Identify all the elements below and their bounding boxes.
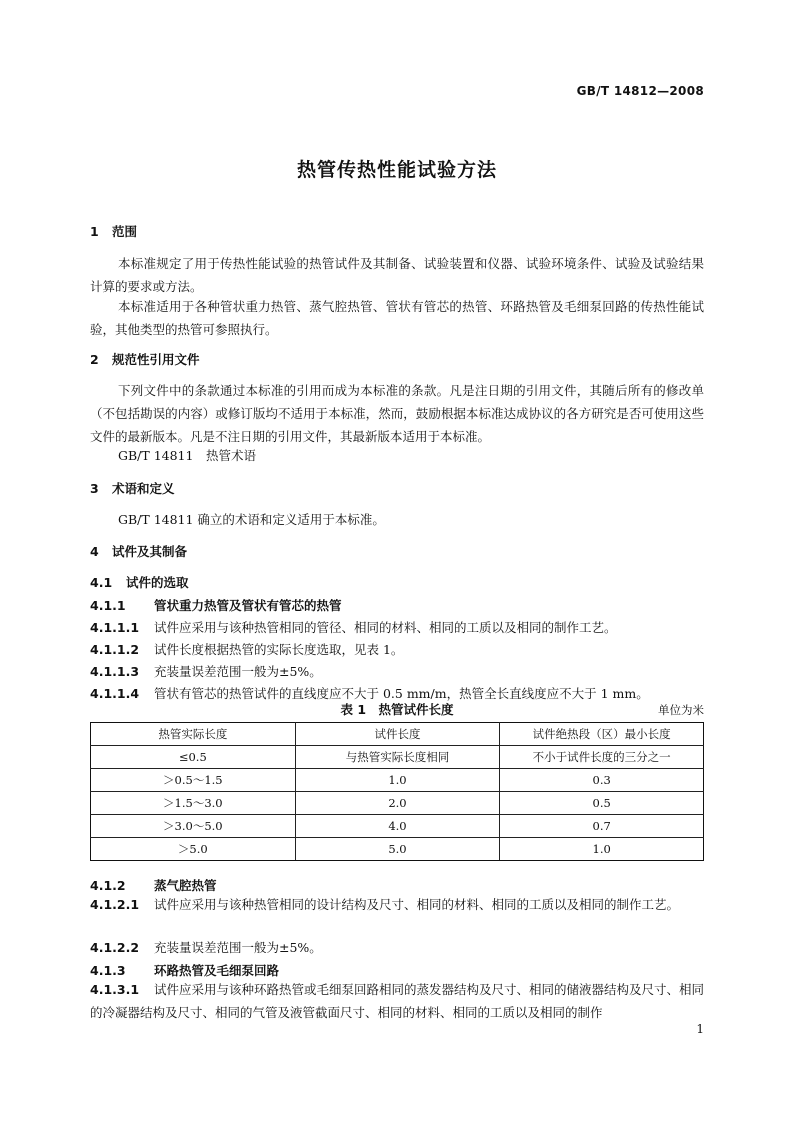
section-1-heading <box>90 222 137 240</box>
subsection-4-1-1-heading <box>90 596 342 614</box>
table-cell: 1.0 <box>295 769 500 792</box>
section-2-heading <box>90 350 200 368</box>
section-title: 管状重力热管及管状有管芯的热管 <box>154 598 342 613</box>
table-cell: 5.0 <box>295 838 500 861</box>
clause-4-1-1-1 <box>90 618 617 636</box>
document-title: 热管传热性能试验方法 <box>296 159 497 181</box>
column-header: 热管实际长度 <box>91 723 296 746</box>
table-caption: 表 1 热管试件长度 <box>340 702 454 717</box>
clause-text: 试件应采用与该种热管相同的管径、相同的材料、相同的工质以及相同的制作工艺。 <box>154 620 617 635</box>
clause-4-1-1-2 <box>90 640 403 658</box>
table-cell: 0.3 <box>500 769 704 792</box>
table-row <box>91 792 704 815</box>
clause-text: 充装量误差范围一般为±5%。 <box>154 940 322 955</box>
section-title: 环路热管及毛细泵回路 <box>154 963 280 978</box>
table-cell: 0.5 <box>500 792 704 815</box>
table-cell: 1.0 <box>500 838 704 861</box>
table-cell: ＞1.5～3.0 <box>91 792 296 815</box>
section-number: 3 <box>90 481 99 496</box>
section-title: 蒸气腔热管 <box>154 878 217 893</box>
heat-pipe-length-table <box>90 722 704 861</box>
section-title: 术语和定义 <box>112 481 175 496</box>
section-title: 规范性引用文件 <box>112 352 200 367</box>
subsection-4-1-heading <box>90 573 189 591</box>
section-title: 试件及其制备 <box>112 544 188 559</box>
section-number: 4.1.2 <box>90 878 126 893</box>
table-cell: 4.0 <box>295 815 500 838</box>
table-cell: 2.0 <box>295 792 500 815</box>
section-number: 4.1.3 <box>90 963 126 978</box>
clause-4-1-2-1 <box>90 893 704 916</box>
clause-text: 管状有管芯的热管试件的直线度应不大于 0.5 mm/m，热管全长直线度应不大于 1 mm。 <box>154 686 649 701</box>
section-3-paragraph: GB/T 14811 确立的术语和定义适用于本标准。 <box>118 512 385 527</box>
clause-number: 4.1.2.2 <box>90 940 140 955</box>
table-cell: ＞3.0～5.0 <box>91 815 296 838</box>
table-cell: ≤0.5 <box>91 746 296 769</box>
section-number: 2 <box>90 352 99 367</box>
clause-number: 4.1.1.1 <box>90 620 140 635</box>
table-cell: 0.7 <box>500 815 704 838</box>
section-2-paragraph: 下列文件中的条款通过本标准的引用而成为本标准的条款。凡是注日期的引用文件，其随后所有的修改单（不包括勘误的内容）或修订版均不适用于本标准，然而，鼓励根据本标准达成协议的各方研究是否可使用这些文件的最新版本。凡是不注日期的引用文件，其最新版本适用于本标准。 <box>90 383 704 444</box>
section-number: 1 <box>90 224 99 239</box>
section-title: 试件的选取 <box>126 575 189 590</box>
clause-number: 4.1.1.2 <box>90 642 140 657</box>
subsection-4-1-3-heading <box>90 961 279 979</box>
clause-number: 4.1.1.3 <box>90 664 140 679</box>
clause-number: 4.1.3.1 <box>90 982 140 997</box>
column-header: 试件长度 <box>295 723 500 746</box>
table-row <box>91 746 704 769</box>
table-cell: ＞0.5～1.5 <box>91 769 296 792</box>
clause-text: 试件应采用与该种热管相同的设计结构及尺寸、相同的材料、相同的工质以及相同的制作工艺。 <box>154 897 680 912</box>
clause-text: 试件长度根据热管的实际长度选取，见表 1。 <box>154 642 404 657</box>
table-cell: ＞5.0 <box>91 838 296 861</box>
clause-text: 试件应采用与该种环路热管或毛细泵回路相同的蒸发器结构及尺寸、相同的储液器结构及尺寸、相同的冷凝器结构及尺寸、相同的气管及液管截面尺寸、相同的材料、相同的工质以及相同的制作 <box>90 982 705 1020</box>
section-number: 4 <box>90 544 99 559</box>
clause-4-1-1-3 <box>90 662 322 680</box>
subsection-4-1-2-heading <box>90 876 217 894</box>
table-unit: 单位为米 <box>658 703 704 717</box>
standard-number: GB/T 14812—2008 <box>576 84 704 98</box>
table-row <box>91 769 704 792</box>
table-header-row <box>91 723 704 746</box>
clause-number: 4.1.2.1 <box>90 897 140 912</box>
table-row <box>91 815 704 838</box>
table-row <box>91 838 704 861</box>
normative-reference: GB/T 14811 热管术语 <box>118 448 256 463</box>
section-3-heading <box>90 479 175 497</box>
section-number: 4.1 <box>90 575 113 590</box>
column-header: 试件绝热段（区）最小长度 <box>500 723 704 746</box>
clause-4-1-2-2 <box>90 938 322 956</box>
section-title: 范围 <box>112 224 138 239</box>
page-number: 1 <box>696 1022 704 1036</box>
clause-number: 4.1.1.4 <box>90 686 140 701</box>
clause-4-1-3-1 <box>90 978 704 1024</box>
clause-text: 充装量误差范围一般为±5%。 <box>154 664 322 679</box>
section-1-paragraph-1: 本标准规定了用于传热性能试验的热管试件及其制备、试验装置和仪器、试验环境条件、试验及试验结果计算的要求或方法。 <box>90 256 704 294</box>
table-cell: 与热管实际长度相同 <box>295 746 500 769</box>
table-cell: 不小于试件长度的三分之一 <box>500 746 704 769</box>
section-1-paragraph-2: 本标准适用于各种管状重力热管、蒸气腔热管、管状有管芯的热管、环路热管及毛细泵回路的传热性能试验，其他类型的热管可参照执行。 <box>90 299 704 337</box>
section-number: 4.1.1 <box>90 598 126 613</box>
section-4-heading <box>90 542 187 560</box>
